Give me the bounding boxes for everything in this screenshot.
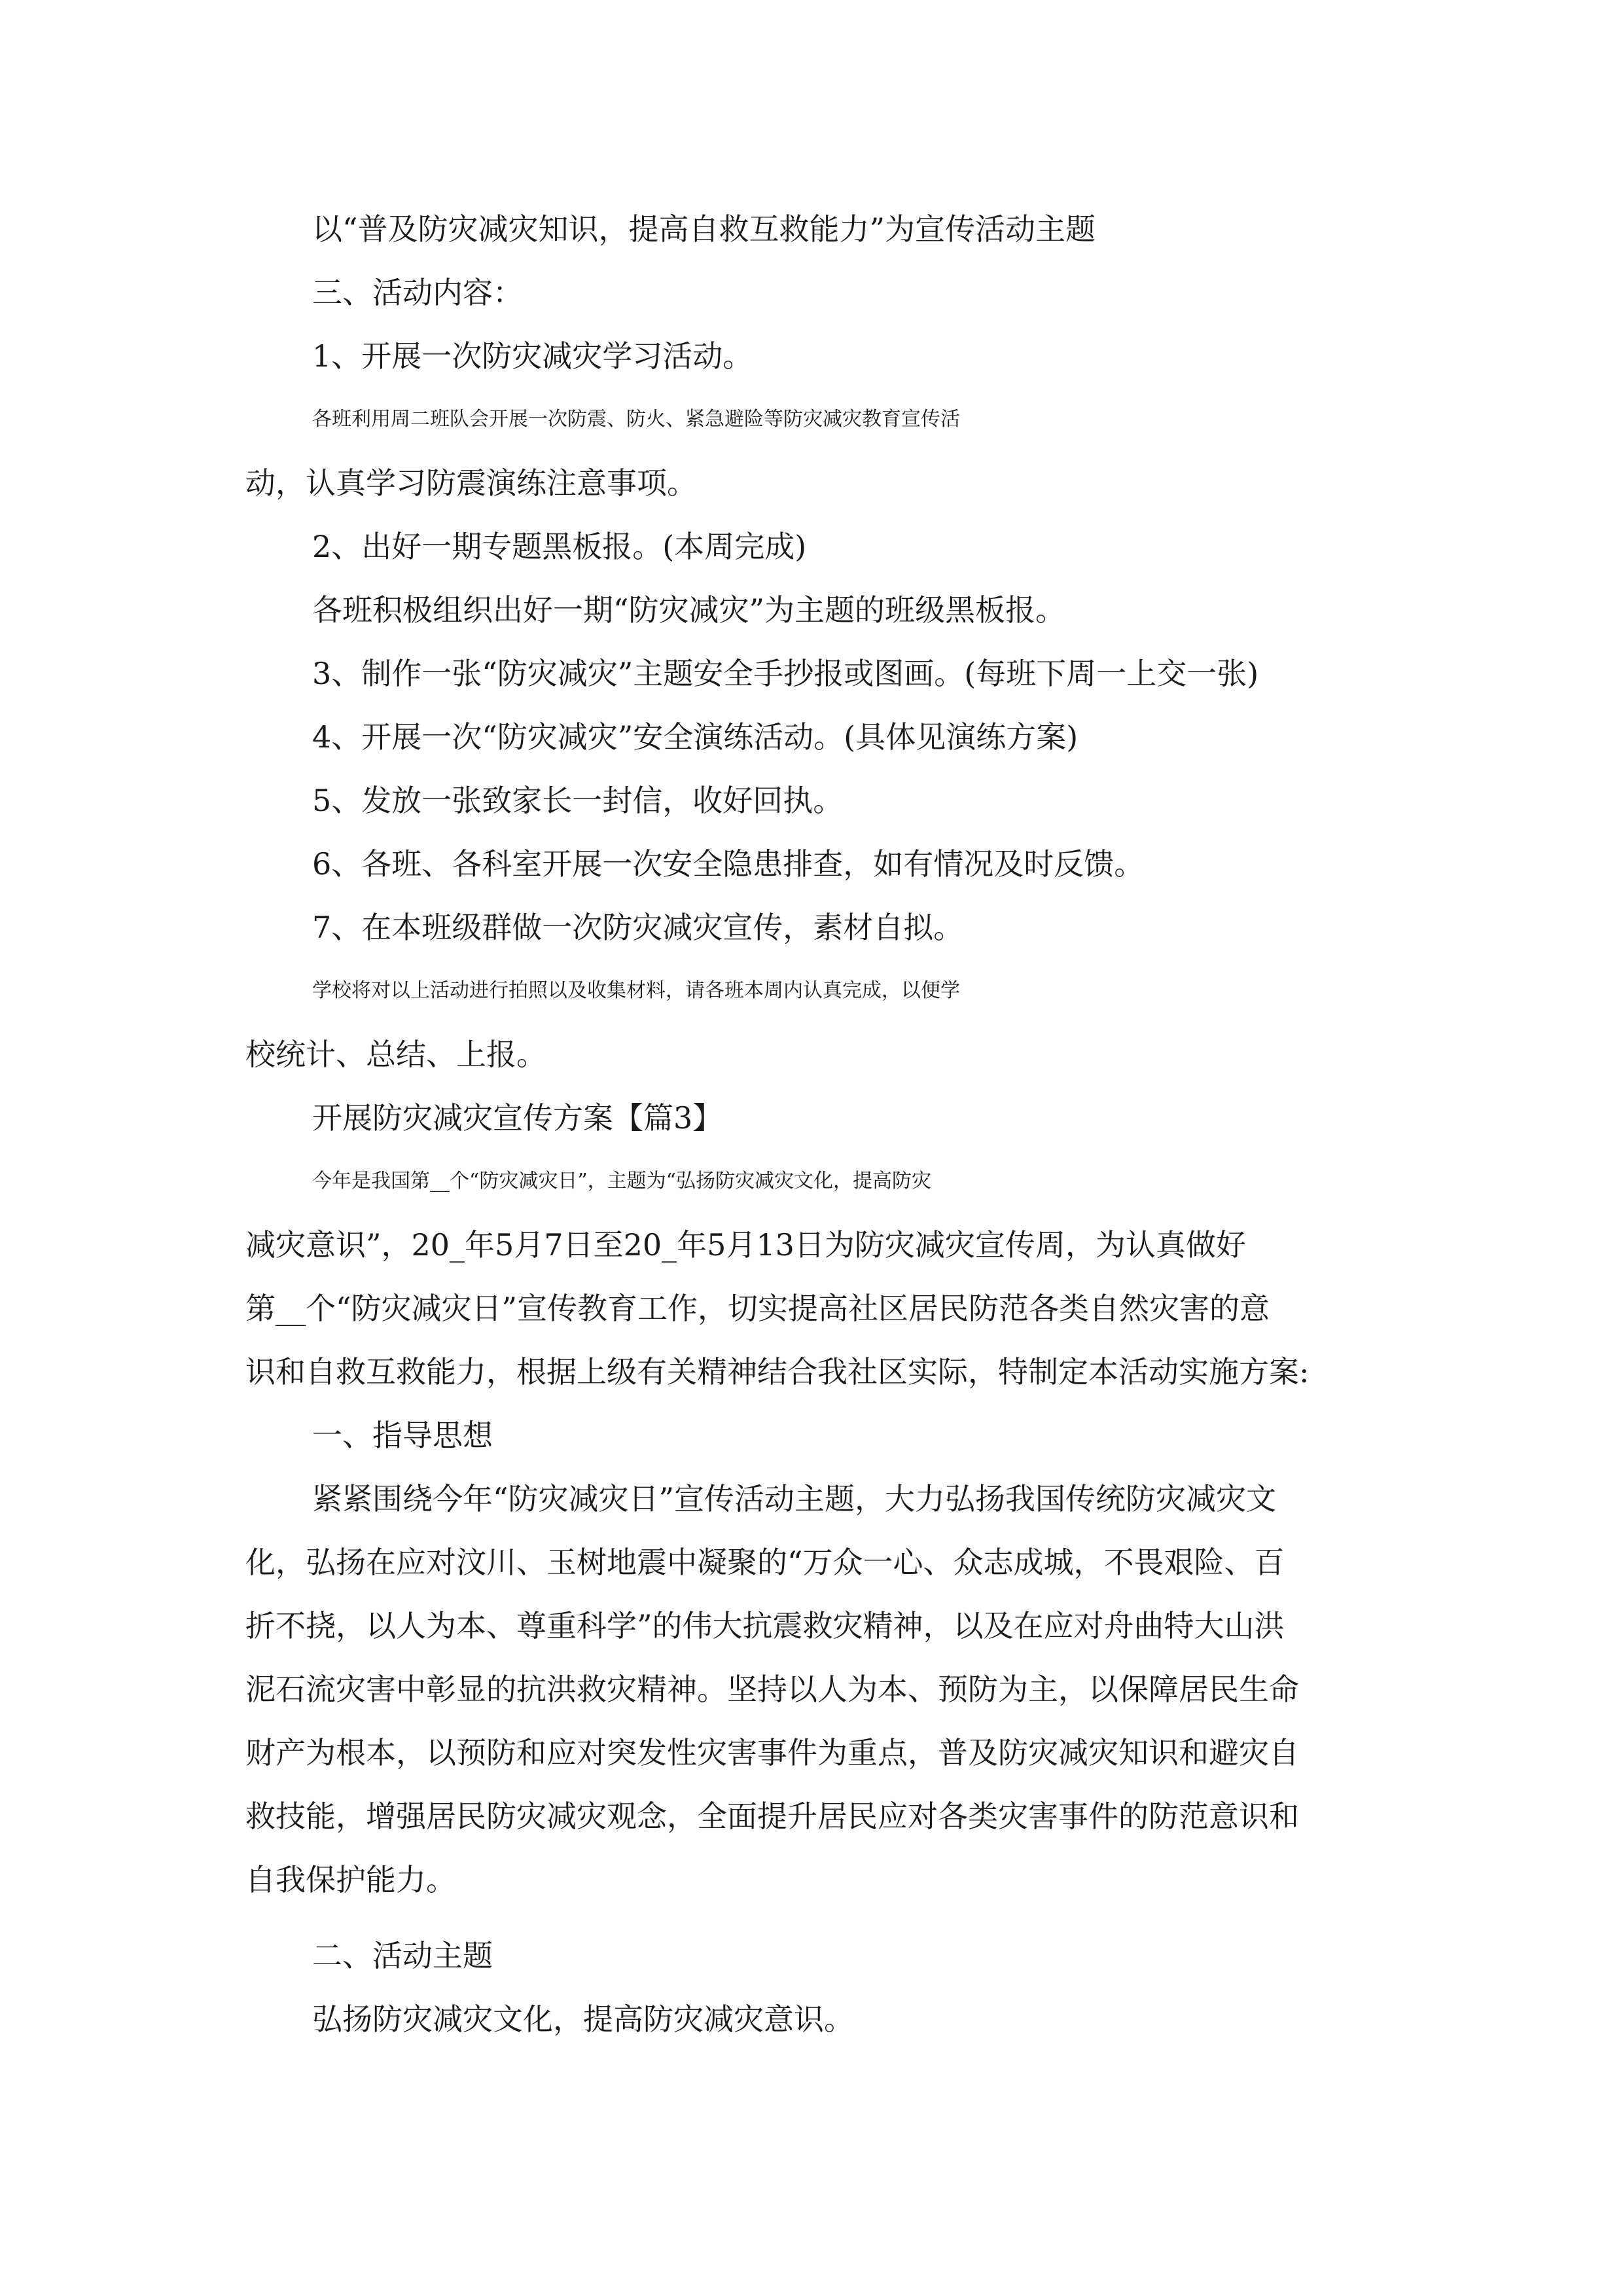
- paragraph-line: 化，弘扬在应对汶川、玉树地震中凝聚的“万众一心、众志成城，不畏艰险、百: [245, 1545, 1285, 1580]
- paragraph-line: 自我保护能力。: [245, 1862, 456, 1897]
- paragraph-line: 财产为根本，以预防和应对突发性灾害事件为重点，普及防灾减灾知识和避灾自: [245, 1735, 1299, 1770]
- paragraph-line: 折不挠，以人为本、尊重科学”的伟大抗震救灾精神，以及在应对舟曲特大山洪: [245, 1608, 1285, 1643]
- paragraph-line: 第__个“防灾减灾日”宣传教育工作，切实提高社区居民防范各类自然灾害的意: [245, 1291, 1270, 1326]
- list-item: 3、制作一张“防灾减灾”主题安全手抄报或图画。(每班下周一上交一张): [312, 656, 1259, 691]
- paragraph-line: 以“普及防灾减灾知识，提高自救互救能力”为宣传活动主题: [312, 211, 1096, 247]
- list-item: 7、在本班级群做一次防灾减灾宣传，素材自拟。: [312, 910, 964, 945]
- paragraph-line: 各班积极组织出好一期“防灾减灾”为主题的班级黑板报。: [312, 592, 1066, 628]
- section-heading: 三、活动内容：: [312, 275, 523, 310]
- paragraph-line: 学校将对以上活动进行拍照以及收集材料，请各班本周内认真完成，以便学: [312, 979, 960, 1002]
- paragraph-line: 动，认真学习防震演练注意事项。: [245, 465, 697, 501]
- paragraph-line: 泥石流灾害中彰显的抗洪救灾精神。坚持以人为本、预防为主，以保障居民生命: [245, 1672, 1299, 1707]
- list-item: 1、开展一次防灾减灾学习活动。: [312, 338, 753, 374]
- list-item: 5、发放一张致家长一封信，收好回执。: [312, 783, 844, 818]
- section-title: 开展防灾减灾宣传方案【篇3】: [312, 1100, 723, 1136]
- paragraph-line: 各班利用周二班队会开展一次防震、防火、紧急避险等防灾减灾教育宣传活: [312, 408, 960, 431]
- paragraph-line: 今年是我国第__个“防灾减灾日”，主题为“弘扬防灾减灾文化，提高防灾: [312, 1170, 932, 1193]
- list-item: 6、各班、各科室开展一次安全隐患排查，如有情况及时反馈。: [312, 846, 1145, 882]
- paragraph-line: 救技能，增强居民防灾减灾观念，全面提升居民应对各类灾害事件的防范意识和: [245, 1799, 1299, 1834]
- section-heading: 二、活动主题: [312, 1938, 493, 1973]
- paragraph-line: 减灾意识”，20_年5月7日至20_年5月13日为防灾减灾宣传周，为认真做好: [245, 1227, 1246, 1263]
- list-item: 2、出好一期专题黑板报。(本周完成): [312, 529, 807, 564]
- section-heading: 一、指导思想: [312, 1418, 493, 1453]
- list-item: 4、开展一次“防灾减灾”安全演练活动。(具体见演练方案): [312, 719, 1079, 755]
- paragraph-line: 校统计、总结、上报。: [245, 1037, 546, 1072]
- paragraph-line: 识和自救互救能力，根据上级有关精神结合我社区实际，特制定本活动实施方案:: [245, 1354, 1310, 1390]
- paragraph-line: 弘扬防灾减灾文化，提高防灾减灾意识。: [312, 2001, 854, 2037]
- paragraph-line: 紧紧围绕今年“防灾减灾日”宣传活动主题，大力弘扬我国传统防灾减灾文: [312, 1481, 1277, 1516]
